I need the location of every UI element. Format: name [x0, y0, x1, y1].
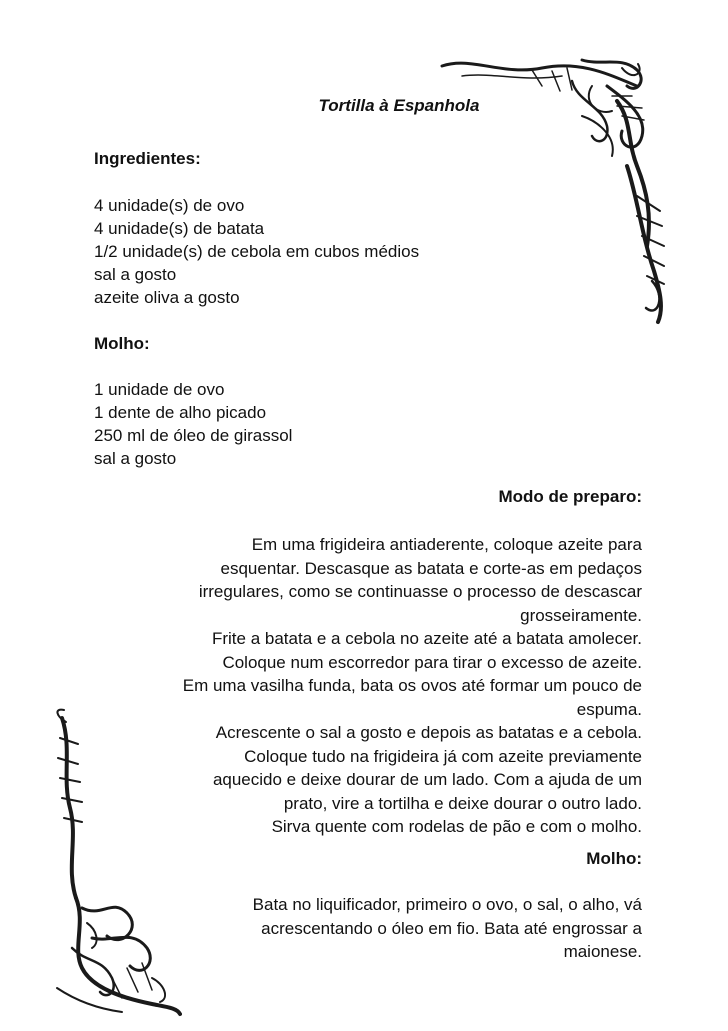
sauce-ingredient-item: 1 dente de alho picado	[94, 403, 267, 422]
recipe-title: Tortilla à Espanhola	[318, 96, 480, 115]
sauce-heading: Molho:	[94, 334, 150, 353]
ingredients-list	[94, 194, 419, 309]
preparation-line: Acrescente o sal a gosto e depois as batatas e a cebola.	[215, 723, 642, 742]
sauce-preparation-line: acrescentando o óleo em fio. Bata até engrossar a	[261, 918, 642, 938]
ingredient-item: 4 unidade(s) de ovo	[94, 196, 245, 215]
preparation-text	[82, 533, 642, 839]
ingredients-heading: Ingredientes:	[94, 149, 201, 168]
preparation-line: Em uma vasilha funda, bata os ovos até formar um pouco de	[182, 676, 642, 695]
preparation-line: Sirva quente com rodelas de pão e com o molho.	[271, 817, 642, 836]
corner-ornament-top-right	[432, 46, 668, 328]
preparation-line: Coloque tudo na frigideira já com azeite previamente	[244, 746, 642, 766]
preparation-line: espuma.	[576, 699, 642, 719]
preparation-line: Coloque num escorredor para tirar o excesso de azeite.	[222, 652, 642, 672]
sauce-preparation-heading: Molho:	[586, 849, 642, 868]
preparation-line: Frite a batata e a cebola no azeite até a batata amolecer.	[211, 629, 642, 648]
ingredient-item: azeite oliva a gosto	[94, 288, 240, 307]
ingredient-item: 1/2 unidade(s) de cebola em cubos médios	[94, 242, 420, 261]
flourish-ornament-icon	[432, 46, 668, 328]
preparation-line: Em uma frigideira antiaderente, coloque azeite para	[251, 535, 642, 554]
preparation-line: prato, vire a tortilha e deixe dourar o outro lado.	[283, 793, 642, 813]
preparation-line: irregulares, como se continuasse o processo de descascar	[198, 582, 642, 601]
preparation-line: aquecido e deixe dourar de um lado. Com a ajuda de um	[212, 770, 642, 789]
sauce-preparation-line: maionese.	[563, 942, 642, 961]
preparation-heading: Modo de preparo:	[498, 487, 642, 506]
sauce-ingredient-item: sal a gosto	[94, 449, 177, 468]
sauce-preparation-text	[162, 893, 642, 964]
sauce-preparation-line: Bata no liquificador, primeiro o ovo, o sal, o alho, vá	[252, 895, 642, 914]
sauce-ingredient-item: 1 unidade de ovo	[94, 380, 225, 399]
preparation-line: grosseiramente.	[520, 605, 642, 625]
preparation-line: esquentar. Descasque as batata e corte-as em pedaços	[220, 558, 642, 578]
sauce-ingredients-list	[94, 378, 292, 470]
sauce-ingredient-item: 250 ml de óleo de girassol	[94, 426, 293, 445]
ingredient-item: 4 unidade(s) de batata	[94, 219, 265, 238]
ingredient-item: sal a gosto	[94, 265, 177, 284]
